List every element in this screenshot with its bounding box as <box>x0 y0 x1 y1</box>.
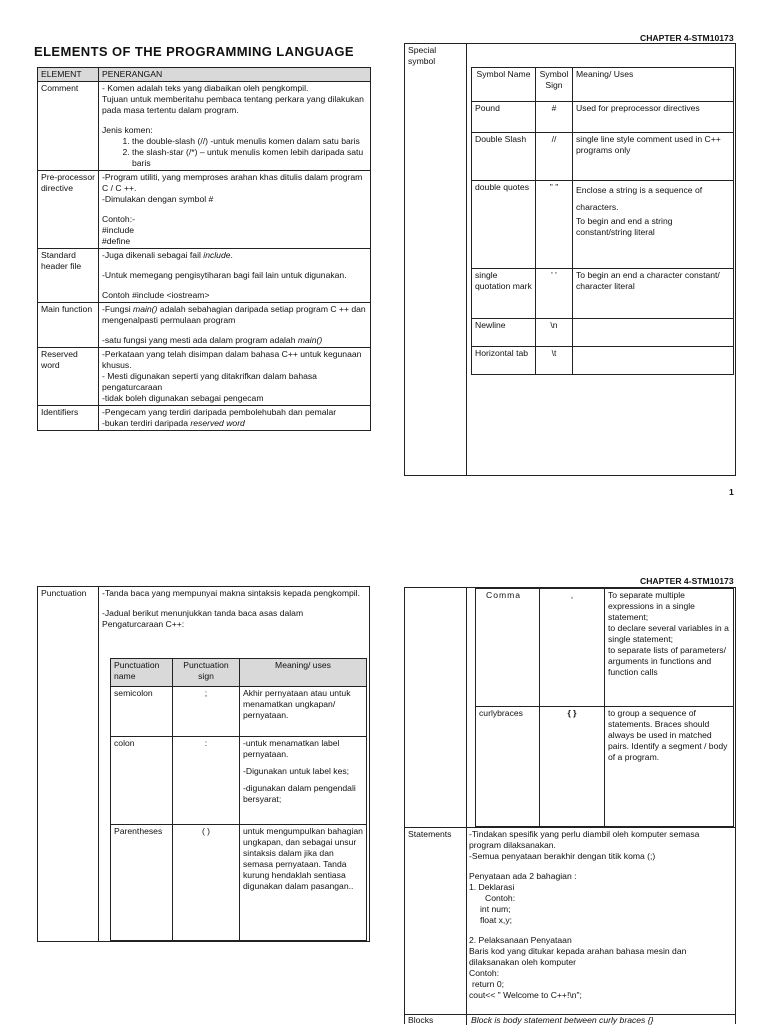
table-row <box>111 687 367 737</box>
desc-line: 1. Deklarasi <box>469 882 515 892</box>
symbol-name: double quotes <box>472 181 536 269</box>
blocks-label: Blocks <box>408 1015 434 1025</box>
punctuation-name <box>476 589 540 707</box>
punctuation-meaning: to group a sequence of statements. Braces should always be used in matched pairs. Identify a segment / body of a program. <box>605 707 734 827</box>
code-line: #include <box>102 225 135 235</box>
chapter-label: CHAPTER 4-STM10173 <box>640 576 734 586</box>
meaning-line: Enclose a string is a sequence of characters. <box>576 185 703 213</box>
punctuation-table-continued <box>475 588 734 827</box>
desc-text: adalah sebahagian daripada setiap program C ++ dan mengenalpasti permulaan program <box>102 304 366 325</box>
desc-line: Contoh #include <iostream> <box>102 290 210 300</box>
chapter-label: CHAPTER 4-STM10173 <box>640 33 734 43</box>
code-line: return 0; <box>472 979 505 989</box>
comment-types-list <box>102 136 367 169</box>
table-row <box>472 133 734 181</box>
table-row-header-file <box>38 249 371 303</box>
desc-line: -Perkataan yang telah disimpan dalam bahasa C++ untuk kegunaan khusus. <box>102 349 362 370</box>
desc-text: -satu fungsi yang mesti ada dalam program adalah <box>102 335 298 345</box>
meaning-line: To begin and end a string constant/string literal <box>576 216 673 238</box>
desc-line: -Tindakan spesifik yang perlu diambil oleh komputer semasa program dilaksanakan. <box>469 829 700 850</box>
special-symbol-box <box>404 43 736 476</box>
symbol-sign: " " <box>536 181 573 269</box>
continuation-box <box>404 587 736 1024</box>
desc-line: -Untuk memegang pengisytiharan bagi fail lain untuk digunakan. <box>102 270 347 280</box>
desc-line: -tidak boleh digunakan sebagai pengecam <box>102 393 264 403</box>
symbol-name: Horizontal tab <box>472 347 536 375</box>
list-item: 2. the slash-star (/*) – untuk menulis komen lebih daripada satu baris <box>132 147 367 169</box>
symbol-meaning: single line style comment used in C++ programs only <box>573 133 734 181</box>
header-meaning: Meaning/ Uses <box>573 68 734 102</box>
table-row <box>472 269 734 319</box>
table-row <box>472 319 734 347</box>
desc-line <box>102 304 367 326</box>
punctuation-name: colon <box>111 737 173 825</box>
desc-line: - Mesti digunakan seperti yang ditakrifkan dalam bahasa pengaturcaraan <box>102 371 317 392</box>
punctuation-sign: ( ) <box>173 825 240 941</box>
punctuation-description <box>102 588 364 630</box>
desc-line: Jenis komen: <box>102 125 153 135</box>
element-name: Standard header file <box>38 249 99 303</box>
desc-italic: main() <box>133 304 158 314</box>
symbol-sign: // <box>536 133 573 181</box>
element-name: Pre-processor directive <box>38 171 99 249</box>
meaning-line: To separate multiple expressions in a single statement; <box>608 590 695 622</box>
element-name: Identifiers <box>38 406 99 431</box>
punctuation-name: Parentheses <box>111 825 173 941</box>
desc-line: Penyataan ada 2 bahagian : <box>469 871 577 881</box>
desc-line <box>102 335 367 346</box>
meaning-line: to separate lists of parameters/ arguments in functions and function calls <box>608 645 726 677</box>
symbol-sign: \t <box>536 347 573 375</box>
desc-line: -Tanda baca yang mempunyai makna sintaksis kepada pengkompil. <box>102 588 360 598</box>
meaning-line: -digunakan dalam pengendali bersyarat; <box>243 783 356 804</box>
element-name: Main function <box>38 303 99 348</box>
desc-line: Tujuan untuk memberitahu pembaca tentang perkara yang dilakukan pada masa tertentu dalam program. <box>102 94 364 115</box>
desc-italic: include <box>203 250 231 260</box>
punctuation-table <box>110 658 367 941</box>
punctuation-name: curlybraces <box>476 707 540 827</box>
punctuation-name: semicolon <box>111 687 173 737</box>
special-symbol-label: Special symbol <box>408 45 437 66</box>
punctuation-table-header <box>111 659 367 687</box>
symbol-name: Newline <box>472 319 536 347</box>
header-symbol-sign: Symbol Sign <box>536 68 573 102</box>
symbol-name: Double Slash <box>472 133 536 181</box>
column-divider <box>98 587 99 941</box>
desc-text: -Fungsi <box>102 304 134 314</box>
desc-line <box>102 418 367 429</box>
punctuation-meaning <box>240 737 367 825</box>
element-description <box>99 406 371 431</box>
row-divider <box>405 827 735 828</box>
desc-line: -Program utiliti, yang memproses arahan khas ditulis dalam program C / C ++. <box>102 172 363 193</box>
desc-line: -Dimulakan dengan symbol # <box>102 194 214 204</box>
element-description <box>99 348 371 406</box>
table-row-preprocessor <box>38 171 371 249</box>
desc-line: Baris kod yang ditukar kepada arahan bahasa mesin dan dilaksanakan oleh komputer <box>469 946 687 967</box>
punctuation-sign: ; <box>173 687 240 737</box>
table-row-reserved-word <box>38 348 371 406</box>
element-description <box>99 171 371 249</box>
punctuation-meaning: untuk mengumpulkan bahagian ungkapan, dan sebagai unsur sintaksis dalam jika dan semasa pernyataan. Tanda kurung hendaklah sentiasa digunakan dalam pasangan.. <box>240 825 367 941</box>
table-row <box>111 825 367 941</box>
symbol-sign: # <box>536 102 573 133</box>
punctuation-meaning <box>605 589 734 707</box>
desc-text: . <box>230 250 233 260</box>
punctuation-sign: { } <box>540 707 605 827</box>
meaning-line: -Digunakan untuk label kes; <box>243 766 350 776</box>
element-name: Comment <box>38 82 99 171</box>
element-description <box>99 249 371 303</box>
elements-table <box>37 67 371 431</box>
code-line: float x,y; <box>480 915 512 925</box>
symbol-meaning: Used for preprocessor directives <box>573 102 734 133</box>
desc-text: -Juga dikenali sebagai fail <box>102 250 204 260</box>
meaning-line: -untuk menamatkan label pernyataan. <box>243 738 340 759</box>
table-row-main-function <box>38 303 371 348</box>
symbol-meaning <box>573 181 734 269</box>
statements-description <box>469 829 733 1001</box>
symbol-sign: \n <box>536 319 573 347</box>
code-line: #define <box>102 236 131 246</box>
symbol-meaning <box>573 347 734 375</box>
punctuation-box <box>37 586 370 942</box>
punctuation-meaning: Akhir pernyataan atau untuk menamatkan ungkapan/ pernyataan. <box>240 687 367 737</box>
desc-italic: reserved word <box>190 418 245 428</box>
table-row <box>472 102 734 133</box>
table-row <box>476 589 734 707</box>
symbol-sign: ' ' <box>536 269 573 319</box>
desc-text: -bukan terdiri daripada <box>102 418 191 428</box>
desc-italic: main() <box>297 335 323 345</box>
table-row-identifiers <box>38 406 371 431</box>
desc-line: -Pengecam yang terdiri daripada pembolehubah dan pemalar <box>102 407 337 417</box>
symbol-meaning: To begin an end a character constant/ character literal <box>573 269 734 319</box>
punctuation-name-text: Comma <box>486 590 522 600</box>
table-row-comment <box>38 82 371 171</box>
desc-line: Contoh: <box>485 893 516 903</box>
header-meaning: Meaning/ uses <box>240 659 367 687</box>
blocks-description: Block is body statement between curly braces {} <box>471 1015 654 1025</box>
table-row <box>111 737 367 825</box>
punctuation-label: Punctuation <box>41 588 87 598</box>
punctuation-sign: : <box>173 737 240 825</box>
symbol-name: single quotation mark <box>472 269 536 319</box>
code-line: cout<< " Welcome to C++!\n"; <box>469 990 582 1000</box>
desc-line: Contoh: <box>469 968 500 978</box>
meaning-line: to declare several variables in a single statement; <box>608 623 729 644</box>
column-divider <box>466 588 467 1025</box>
column-divider <box>466 44 467 475</box>
page-number: 1 <box>729 487 734 497</box>
table-row <box>476 707 734 827</box>
page-title: ELEMENTS OF THE PROGRAMMING LANGUAGE <box>34 44 354 59</box>
header-punctuation-sign: Punctuation sign <box>173 659 240 687</box>
header-punctuation-name: Punctuation name <box>111 659 173 687</box>
element-description <box>99 82 371 171</box>
desc-line: - Komen adalah teks yang diabaikan oleh pengkompil. <box>102 83 309 93</box>
statements-label: Statements <box>408 829 452 839</box>
header-element: ELEMENT <box>38 68 99 82</box>
symbol-table-header <box>472 68 734 102</box>
table-row <box>472 181 734 269</box>
desc-line: -Semua penyataan berakhir dengan titik koma (;) <box>469 851 656 861</box>
desc-line: 2. Pelaksanaan Penyataan <box>469 935 572 945</box>
elements-table-header <box>38 68 371 82</box>
desc-line: Contoh:- <box>102 214 135 224</box>
desc-line <box>102 250 367 261</box>
symbol-meaning <box>573 319 734 347</box>
element-name: Reserved word <box>38 348 99 406</box>
symbol-name: Pound <box>472 102 536 133</box>
header-symbol-name: Symbol Name <box>472 68 536 102</box>
desc-line: -Jadual berikut menunjukkan tanda baca asas dalam Pengaturcaraan C++: <box>102 608 304 629</box>
special-symbol-table <box>471 67 734 375</box>
punctuation-sign: , <box>540 589 605 707</box>
element-description <box>99 303 371 348</box>
table-row <box>472 347 734 375</box>
list-item: 1. the double-slash (//) -untuk menulis komen dalam satu baris <box>132 136 367 147</box>
header-penerangan: PENERANGAN <box>99 68 371 82</box>
code-line: int num; <box>480 904 511 914</box>
